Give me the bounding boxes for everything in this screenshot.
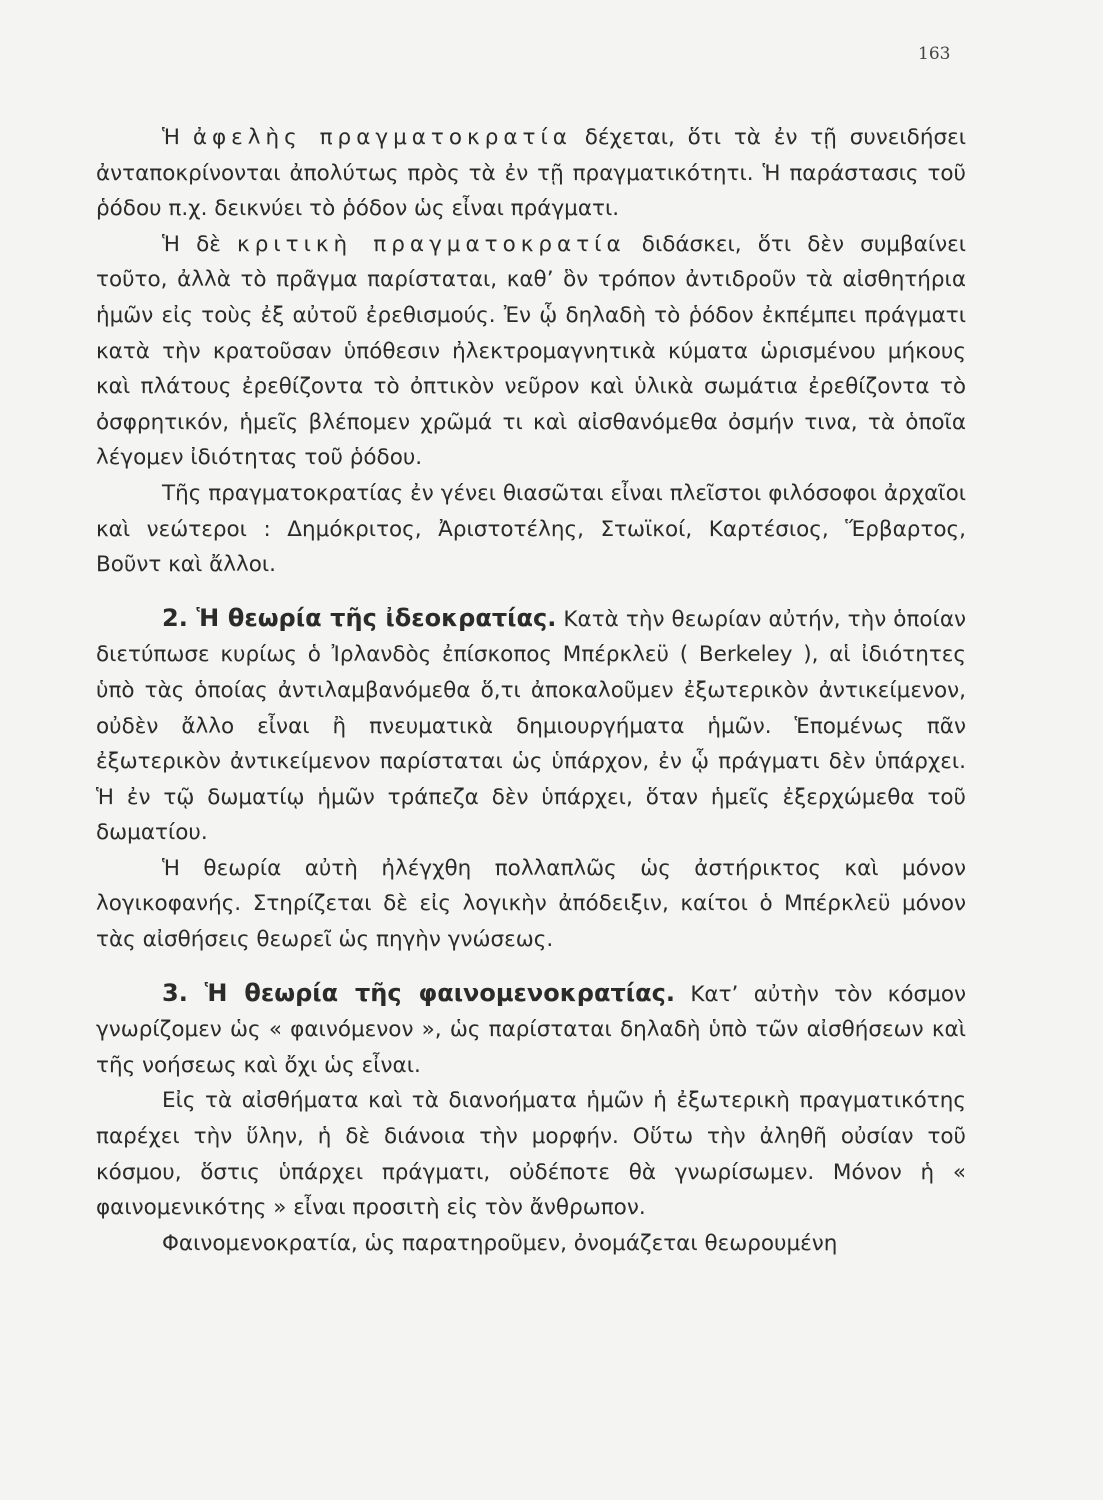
paragraph-critical-realism — [96, 227, 966, 476]
page-number: 163 — [918, 44, 951, 64]
paragraph-text: Κατ’ αὐτὴν τὸν κόσμον γνωρίζομεν ὡς « φαινόμενον », ὡς παρίσταται δηλαδὴ ὑπὸ τῶν αἰσθήσεων καὶ τῆς νοήσεως καὶ ὄχι ὡς εἶναι. — [96, 981, 966, 1078]
paragraph-lead: Ἡ — [162, 125, 180, 150]
section-heading: 3. Ἡ θεωρία τῆς φαινομενοκρατίας. — [162, 978, 675, 1007]
paragraph-idealism-critique: Ἡ θεωρία αὐτὴ ἠλέγχθη πολλαπλῶς ὡς ἀστήρικτος καὶ μόνον λογικοφανής. Στηρίζεται δὲ εἰς λογικὴν ἀπόδειξιν, καίτοι ὁ Μπέρκλεϋ μόνον τὰς αἰσθήσεις θεωρεῖ ὡς πηγὴν γνώσεως. — [96, 855, 966, 953]
paragraph-phenomenalism-detail: Εἰς τὰ αἰσθήματα καὶ τὰ διανοήματα ἡμῶν ἡ ἐξωτερικὴ πραγματικότης παρέχει τὴν ὕλην, ἡ δὲ διάνοια τὴν μορφήν. Οὕτω τὴν ἀληθῆ οὐσίαν τοῦ κόσμου, ὅστις ὑπάρχει πράγματι, οὐδέποτε θὰ γνωρίσωμεν. Μόνον ἡ « φαινομενικότης » εἶναι προσιτὴ εἰς τὸν ἄνθρωπον. — [96, 1088, 966, 1221]
section-heading: 2. Ἡ θεωρία τῆς ἰδεοκρατίας. — [162, 603, 557, 632]
paragraph-naive-realism — [96, 120, 966, 227]
spaced-term: κριτικὴ πραγματοκρατία — [237, 231, 626, 257]
paragraph-phenomenalism-summary: Φαινομενοκρατία, ὡς παρατηροῦμεν, ὀνομάζεται θεωρουμένη — [162, 1230, 838, 1256]
section-idealism — [96, 601, 966, 851]
spaced-term: ἀφελὴς πραγματοκρατία — [192, 125, 572, 150]
paragraph-realism-adherents: Τῆς πραγματοκρατίας ἐν γένει θιασῶται εἶναι πλεῖστοι φιλόσοφοι ἀρχαῖοι καὶ νεώτεροι : Δημόκριτος, Ἀριστοτέλης, Στωϊκοί, Καρτέσιος, Ἕρβαρτος, Βοῦντ καὶ ἄλλοι. — [96, 480, 966, 578]
paragraph-text: διδάσκει, ὅτι δὲν συμβαίνει τοῦτο, ἀλλὰ τὸ πρᾶγμα παρίσταται, καθ’ ὃν τρόπον ἀντιδροῦν τὰ αἰσθητήρια ἡμῶν εἰς τοὺς ἐξ αὐτοῦ ἐρεθισμούς. Ἐν ᾧ δηλαδὴ τὸ ῥόδον ἐκπέμπει πράγματι κατὰ τὴν κρατοῦσαν ὑπόθεσιν ἠλεκτρομαγνητικὰ κύματα ὡρισμένου μήκους καὶ πλάτους ἐρεθίζοντα τὸ ὀπτικὸν νεῦρον καὶ ὑλικὰ σωμάτια ἐρεθίζοντα τὸ ὀσφρητικόν, ἡμεῖς βλέπομεν χρῶμά τι καὶ αἰσθανόμεθα ὀσμήν τινα, τὰ ὁποῖα λέγομεν ἰδιότητας τοῦ ῥόδου. — [96, 231, 967, 471]
paragraph-text: δέχεται, ὅτι τὰ ἐν τῇ συνειδήσει ἀνταποκρίνονται ἀπολύτως πρὸς τὰ ἐν τῇ πραγματικότητι. Ἡ παράστασις τοῦ ῥόδου π.χ. δεικνύει τὸ ῥόδον ὡς εἶναι πράγματι. — [96, 125, 966, 222]
paragraph-text: Κατὰ τὴν θεωρίαν αὐτήν, τὴν ὁποίαν διετύπωσε κυρίως ὁ Ἰρλανδὸς ἐπίσκοπος Μπέρκλεϋ ( Berkeley ), αἱ ἰδιότητες ὑπὸ τὰς ὁποίας ἀντιλαμβανόμεθα ὅ,τι ἀποκαλοῦμεν ἐξωτερικὸν ἀντικείμενον, οὐδὲν ἄλλο εἶναι ἢ πνευματικὰ δημιουργήματα ἡμῶν. Ἑπομένως πᾶν ἐξωτερικὸν ἀντικείμενον παρίσταται ὡς ὑπάρχον, ἐν ᾧ πράγματι δὲν ὑπάρχει. Ἡ ἐν τῷ δωματίῳ ἡμῶν τράπεζα δὲν ὑπάρχει, ὅταν ἡμεῖς ἐξερχώμεθα τοῦ δωματίου. — [96, 606, 967, 846]
paragraph-lead: Ἡ δὲ — [162, 231, 221, 257]
body-text — [96, 120, 966, 1261]
section-phenomenalism — [96, 976, 966, 1084]
